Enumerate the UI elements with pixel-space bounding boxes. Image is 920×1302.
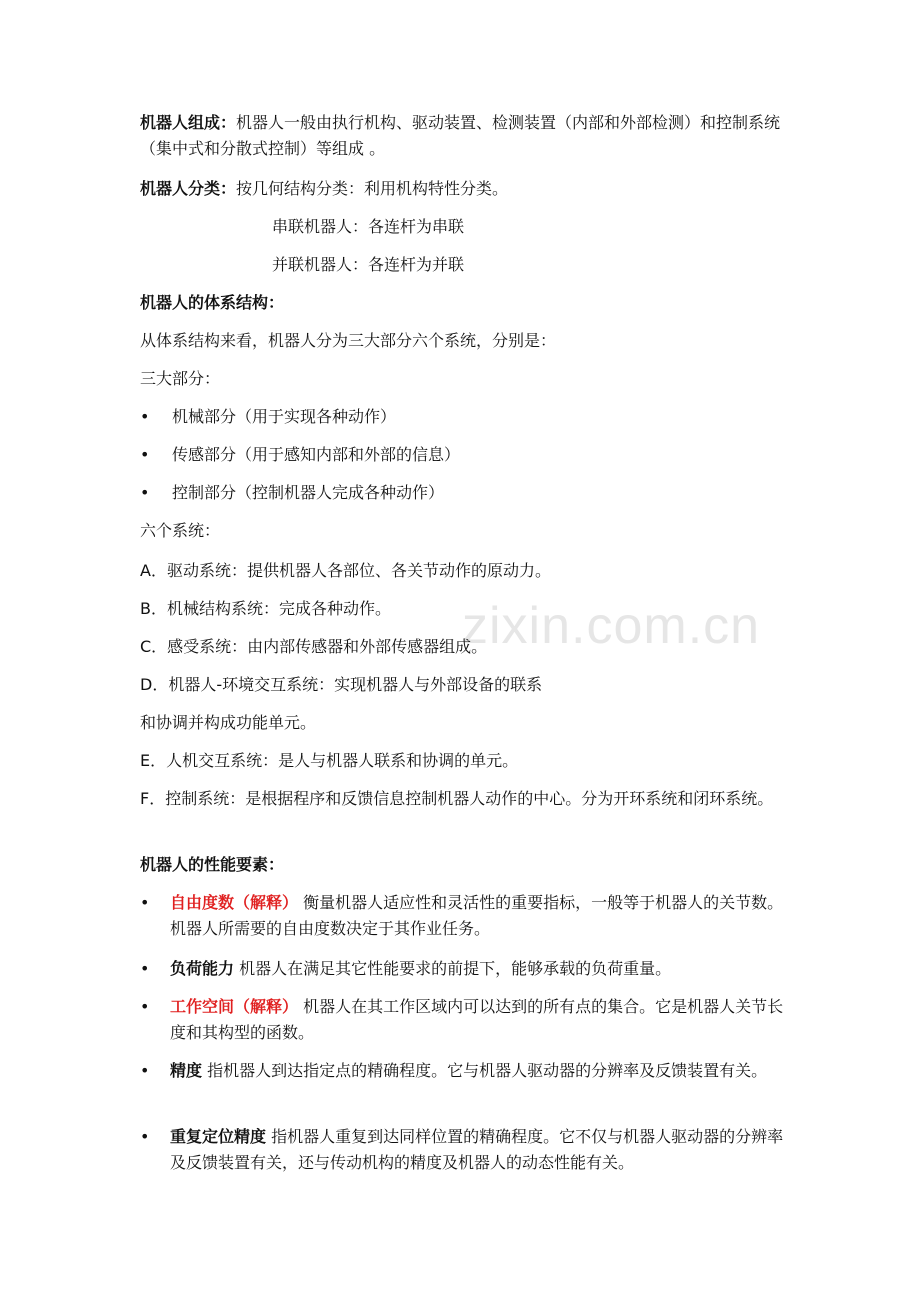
classification-item-parallel: 并联机器人：各连杆为并联 [272,255,465,274]
system-item-b: B．机械结构系统：完成各种动作。 [140,599,391,618]
system-item-d-continued: 和协调并构成功能单元。 [140,713,317,732]
bullet-icon: • [140,893,150,912]
system-item-d: D．机器人-环境交互系统：实现机器人与外部设备的联系 [140,675,543,694]
performance-heading: 机器人的性能要素： [140,855,285,874]
classification-label: 机器人分类： [140,179,237,198]
term-repeatability: 重复定位精度 [170,1127,267,1146]
bullet-icon: • [140,997,150,1016]
three-parts-heading: 三大部分： [140,369,221,388]
term-accuracy: 精度 [170,1061,203,1080]
bullet-icon: • [140,483,150,502]
list-item-text [170,1058,785,1084]
term-payload-description: 机器人在满足其它性能要求的前提下，能够承载的负荷重量。 [234,959,672,978]
architecture-intro: 从体系结构来看，机器人分为三大部分六个系统，分别是： [140,331,557,350]
six-systems-heading: 六个系统： [140,521,221,540]
watermark: zixin.com.cn [462,597,761,655]
term-workspace-description: 机器人在其工作区域内可以达到的所有点的集合。它是机器人关节长度和其构型的函数。 [170,997,784,1042]
list-item-text: 机械部分（用于实现各种动作） [172,407,397,426]
architecture-heading: 机器人的体系结构： [140,293,285,312]
bullet-icon: • [140,407,150,426]
term-dof-description: 衡量机器人适应性和灵活性的重要指标，一般等于机器人的关节数。机器人所需要的自由度数决定于其作业任务。 [170,893,784,938]
classification-paragraph [140,176,785,202]
system-item-f: F．控制系统：是根据程序和反馈信息控制机器人动作的中心。分为开环系统和闭环系统。 [140,789,774,808]
list-item-text [170,1124,785,1176]
list-item-text [170,890,785,942]
composition-label: 机器人组成： [140,113,237,132]
classification-text: 按几何结构分类：利用机构特性分类。 [236,179,509,198]
system-item-c: C．感受系统：由内部传感器和外部传感器组成。 [140,637,488,656]
bullet-icon: • [140,1127,150,1146]
term-workspace: 工作空间（解释） [170,997,299,1016]
list-item-text [170,994,785,1046]
bullet-icon: • [140,959,150,978]
system-item-e: E．人机交互系统：是人与机器人联系和协调的单元。 [140,751,519,770]
classification-item-serial: 串联机器人：各连杆为串联 [272,217,465,236]
list-item-text: 控制部分（控制机器人完成各种动作） [172,483,445,502]
term-payload: 负荷能力 [170,959,235,978]
list-item-text: 传感部分（用于感知内部和外部的信息） [172,445,461,464]
bullet-icon: • [140,445,150,464]
term-dof: 自由度数（解释） [170,893,299,912]
term-repeatability-description: 指机器人重复到达同样位置的精确程度。它不仅与机器人驱动器的分辨率及反馈装置有关，还与传动机构的精度及机器人的动态性能有关。 [170,1127,784,1172]
bullet-icon: • [140,1061,150,1080]
composition-text: 机器人一般由执行机构、驱动装置、检测装置（内部和外部检测）和控制系统（集中式和分散式控制）等组成 。 [140,113,781,158]
composition-paragraph [140,110,785,162]
term-accuracy-description: 指机器人到达指定点的精确程度。它与机器人驱动器的分辨率及反馈装置有关。 [202,1061,768,1080]
system-item-a: A．驱动系统：提供机器人各部位、各关节动作的原动力。 [140,561,551,580]
list-item-text [170,956,785,982]
